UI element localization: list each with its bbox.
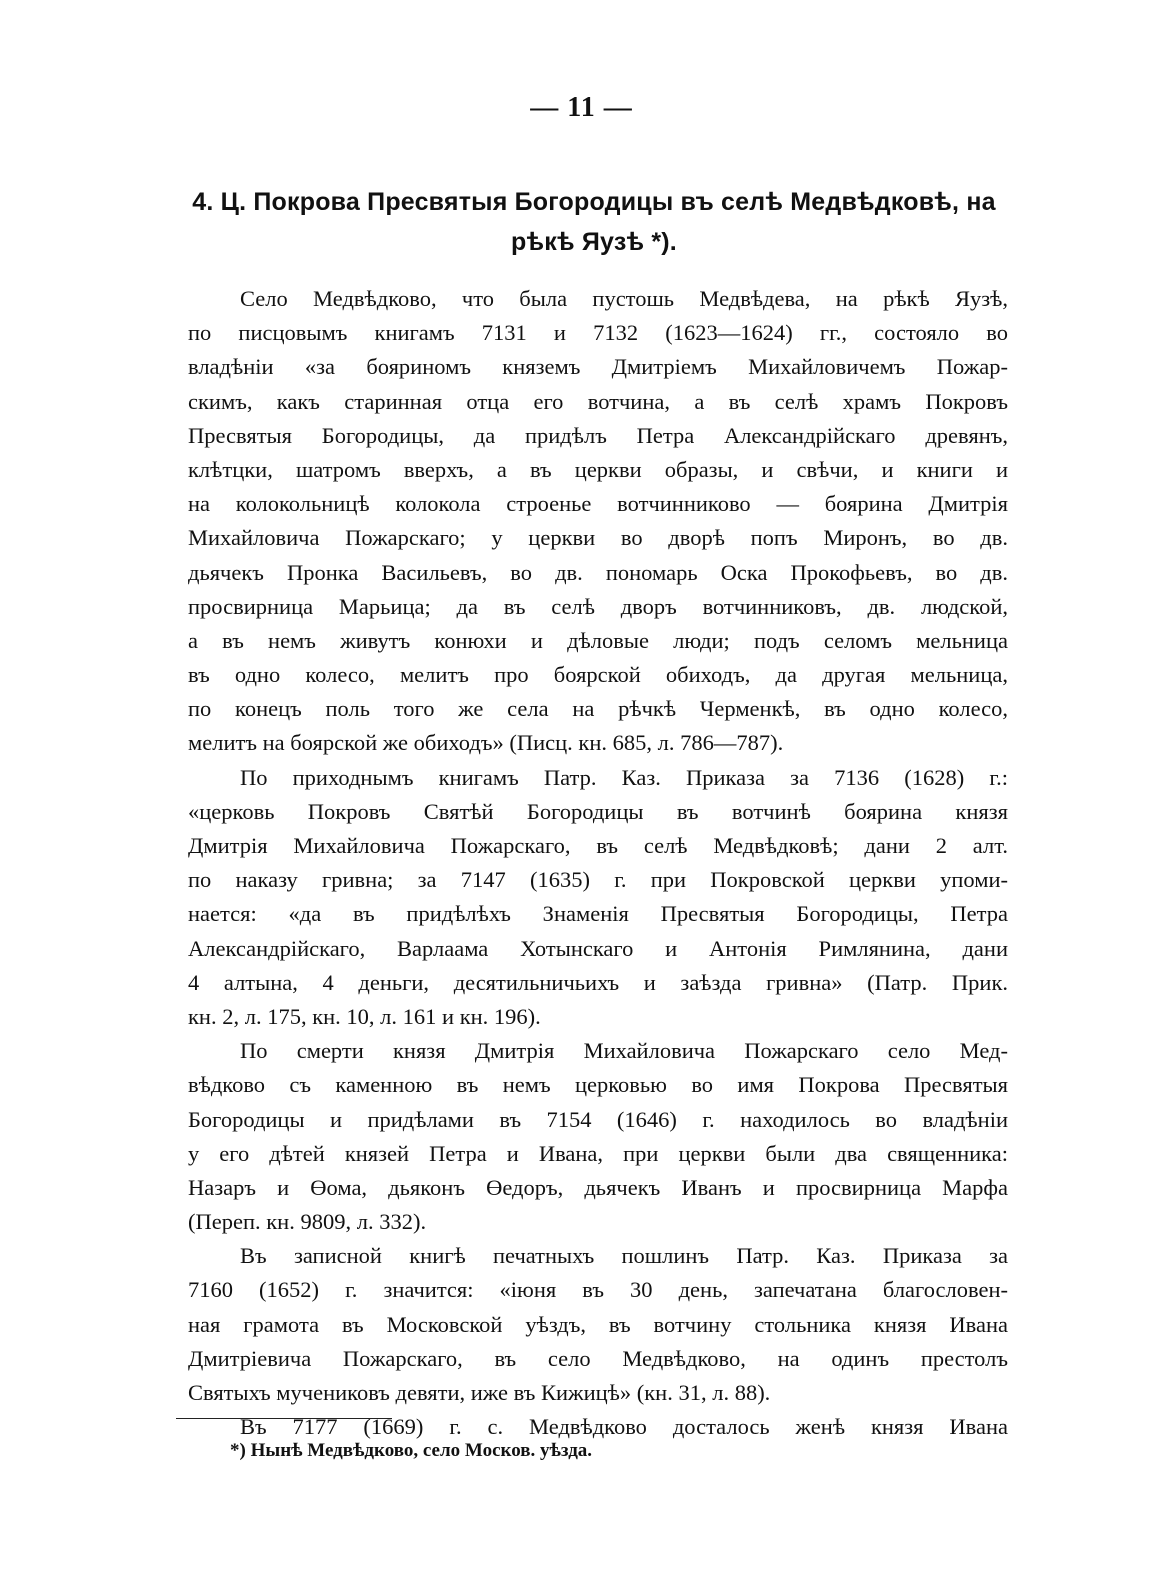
text-line: по писцовымъ книгамъ 7131 и 7132 (1623—1624) гг., состояло во <box>188 320 1008 346</box>
section-heading-line-1: 4. Ц. Покрова Пресвятыя Богородицы въ селѣ Медвѣдковѣ, на <box>192 188 996 216</box>
text-line: по наказу гривна; за 7147 (1635) г. при Покровской церкви упоми- <box>188 867 1008 893</box>
text-line: По приходнымъ книгамъ Патр. Каз. Приказа за 7136 (1628) г.: <box>240 764 1008 790</box>
text-line: 4 алтына, 4 деньги, десятильничьихъ и заѣзда гривна» (Патр. Прик. <box>188 969 1008 995</box>
text-line: дьячекъ Пронка Васильевъ, во дв. пономарь Оска Прокофьевъ, во дв. <box>188 559 1008 585</box>
text-line: Михайловича Пожарскаго; у церкви во дворѣ попъ Миронъ, во дв. <box>188 525 1008 551</box>
text-line: клѣтцки, шатромъ вверхъ, а въ церкви образы, и свѣчи, и книги и <box>188 456 1008 482</box>
text-line: ная грамота въ Московской уѣздъ, въ вотчину стольника князя Ивана <box>188 1311 1008 1337</box>
section-heading <box>180 182 1008 262</box>
text-line: просвирница Марьица; да въ селѣ дворъ вотчинниковъ, дв. людской, <box>188 593 1008 619</box>
page-number: — 11 — <box>530 92 633 123</box>
text-line: а въ немъ живутъ конюхи и дѣловые люди; подъ селомъ мельница <box>188 627 1008 653</box>
text-line: Дмитрiевича Пожарскаго, въ село Медвѣдково, на одинъ престолъ <box>188 1345 1008 1371</box>
text-line: мелитъ на боярской же обиходъ» (Писц. кн. 685, л. 786—787). <box>188 730 784 756</box>
text-line: вѣдково съ каменною въ немъ церковью во имя Покрова Пресвятыя <box>188 1072 1008 1098</box>
text-line: Дмитрiя Михайловича Пожарскаго, въ селѣ Медвѣдковѣ; дани 2 алт. <box>188 833 1008 858</box>
footnote: *) Нынѣ Медвѣдково, село Москов. уѣзда. <box>230 1440 593 1461</box>
body-text <box>188 282 1008 1444</box>
text-line: 7160 (1652) г. значится: «iюня въ 30 день, запечатана благословен- <box>188 1277 1008 1303</box>
text-line: «церковь Покровъ Святѣй Богородицы въ вотчинѣ боярина князя <box>188 798 1008 824</box>
text-line: кн. 2, л. 175, кн. 10, л. 161 и кн. 196). <box>188 1003 541 1029</box>
text-line: въ одно колесо, мелитъ про боярской обиходъ, да другая мельница, <box>188 662 1008 688</box>
footnote-divider <box>176 1418 392 1419</box>
text-line: по конецъ поль того же села на рѣчкѣ Черменкѣ, въ одно колесо, <box>188 696 1008 722</box>
section-heading-line-2: рѣкѣ Яузѣ *). <box>511 228 677 256</box>
text-line: скимъ, какъ старинная отца его вотчина, а въ селѣ храмъ Покровъ <box>188 388 1008 414</box>
text-line: Село Медвѣдково, что была пустошь Медвѣдева, на рѣкѣ Яузѣ, <box>240 286 1008 311</box>
text-line: Назаръ и Өома, дьяконъ Өедоръ, дьячекъ Иванъ и просвирница Марфа <box>188 1174 1008 1200</box>
text-line: Святыхъ мучениковъ девяти, иже въ Кижицѣ» (кн. 31, л. 88). <box>188 1380 771 1405</box>
text-line: владѣнiи «за бояриномъ княземъ Дмитрiемъ Михайловичемъ Пожар- <box>188 354 1008 380</box>
text-line: Въ 7177 (1669) г. с. Медвѣдково досталось женѣ князя Ивана <box>240 1414 1008 1440</box>
text-line: По смерти князя Дмитрiя Михайловича Пожарскаго село Мед- <box>240 1038 1008 1064</box>
text-line: Александрiйскаго, Варлаама Хотынскаго и Антонiя Римлянина, дани <box>188 935 1008 961</box>
text-line: Пресвятыя Богородицы, да придѣлъ Петра Александрiйскаго древянъ, <box>188 422 1008 448</box>
text-line: (Переп. кн. 9809, л. 332). <box>188 1209 427 1235</box>
text-line: нается: «да въ придѣлѣхъ Знаменiя Пресвятыя Богородицы, Петра <box>188 901 1008 927</box>
text-line: на колокольницѣ колокола строенье вотчинниково — боярина Дмитрiя <box>188 491 1008 517</box>
text-line: у его дѣтей князей Петра и Ивана, при церкви были два священника: <box>188 1140 1008 1166</box>
text-line: Богородицы и придѣлами въ 7154 (1646) г. находилось во владѣнiи <box>188 1106 1008 1132</box>
text-line: Въ записной книгѣ печатныхъ пошлинъ Патр. Каз. Приказа за <box>240 1243 1008 1269</box>
